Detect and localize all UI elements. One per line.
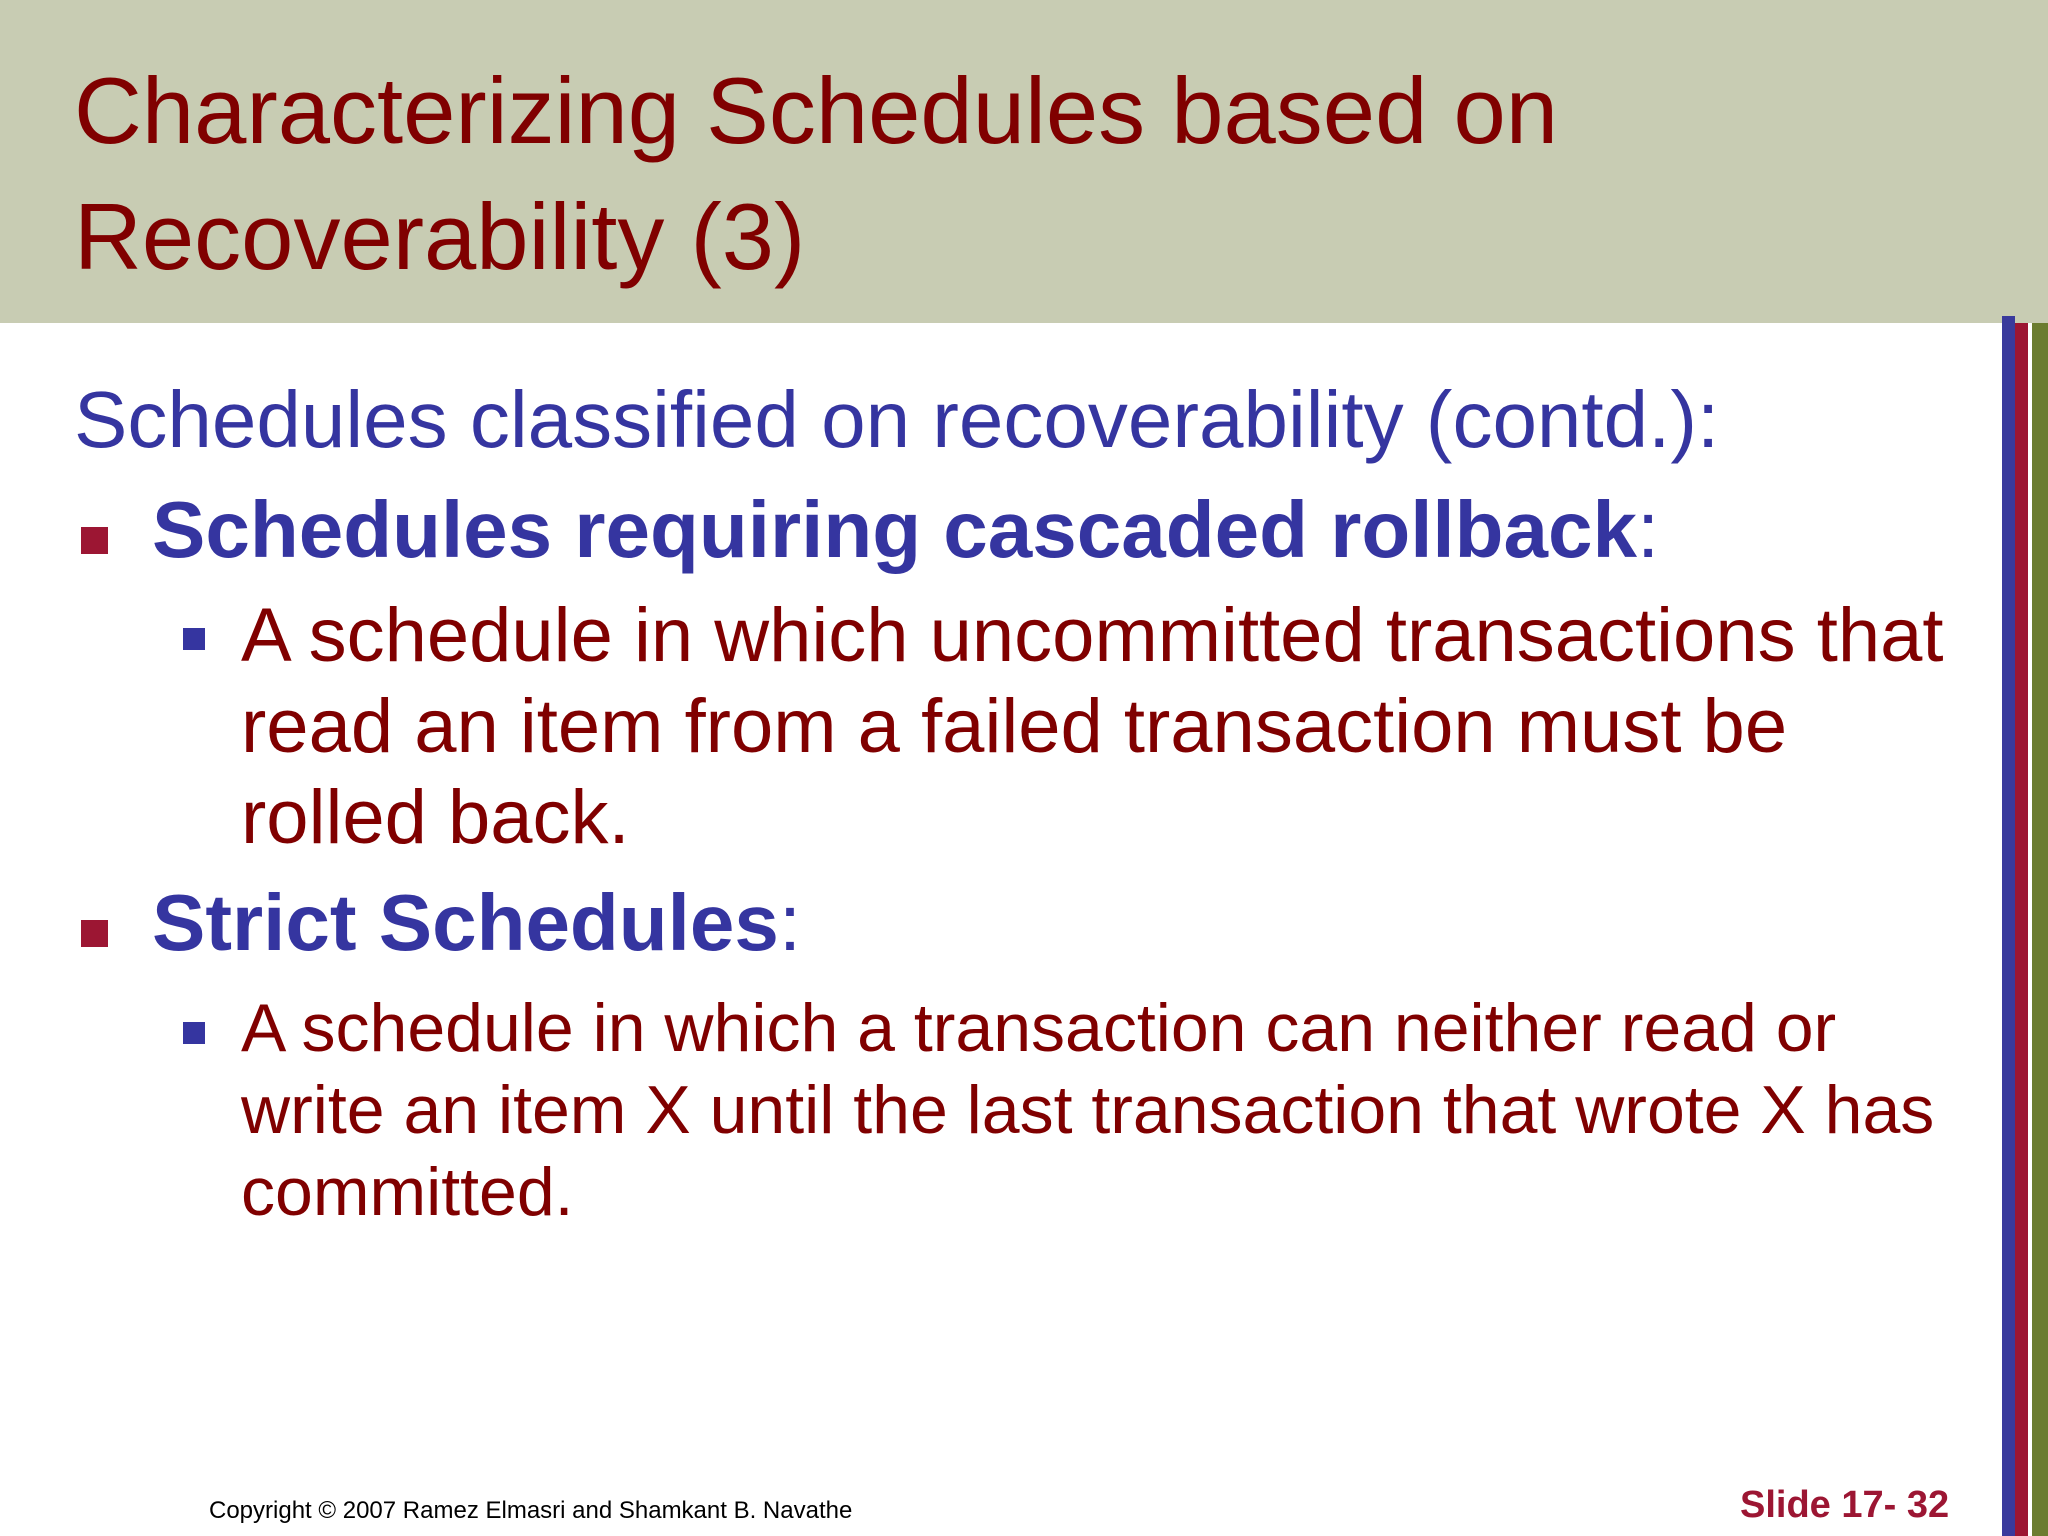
lead-text: Schedules classified on recoverability (contd.): xyxy=(74,375,1720,464)
accent-stripe-green xyxy=(2032,323,2048,1536)
bullet-cascaded-rollback xyxy=(74,480,1974,580)
accent-stripe-blue xyxy=(2002,323,2015,1536)
slide-number: Slide 17- 32 xyxy=(1740,1484,1950,1526)
slide-title: Characterizing Schedules based on Recoverability (3) xyxy=(74,58,1559,289)
bullet-colon: : xyxy=(778,878,802,967)
sub-bullet-strict-definition xyxy=(74,987,1974,1233)
sub-bullet-text: A schedule in which uncommitted transactions that read an item from a failed transaction must be rolled back. xyxy=(241,593,1944,860)
bullet-strict-schedules xyxy=(74,873,1974,973)
bullet-heading: Schedules requiring cascaded rollback xyxy=(152,485,1637,574)
square-sub-bullet-icon xyxy=(183,1022,205,1044)
accent-stripe-red xyxy=(2015,323,2028,1536)
slide-body xyxy=(74,370,1974,1233)
copyright-footer: Copyright © 2007 Ramez Elmasri and Shamkant B. Navathe xyxy=(209,1497,853,1524)
bullet-colon: : xyxy=(1637,485,1660,574)
square-bullet-icon xyxy=(81,527,108,554)
sub-bullet-cascaded-definition xyxy=(74,590,1974,863)
square-bullet-icon xyxy=(81,920,108,947)
sub-bullet-text: A schedule in which a transaction can neither read or write an item X until the last transaction that wrote X has committed. xyxy=(241,990,1935,1230)
bullet-heading: Strict Schedules xyxy=(152,878,779,967)
square-sub-bullet-icon xyxy=(183,628,205,650)
